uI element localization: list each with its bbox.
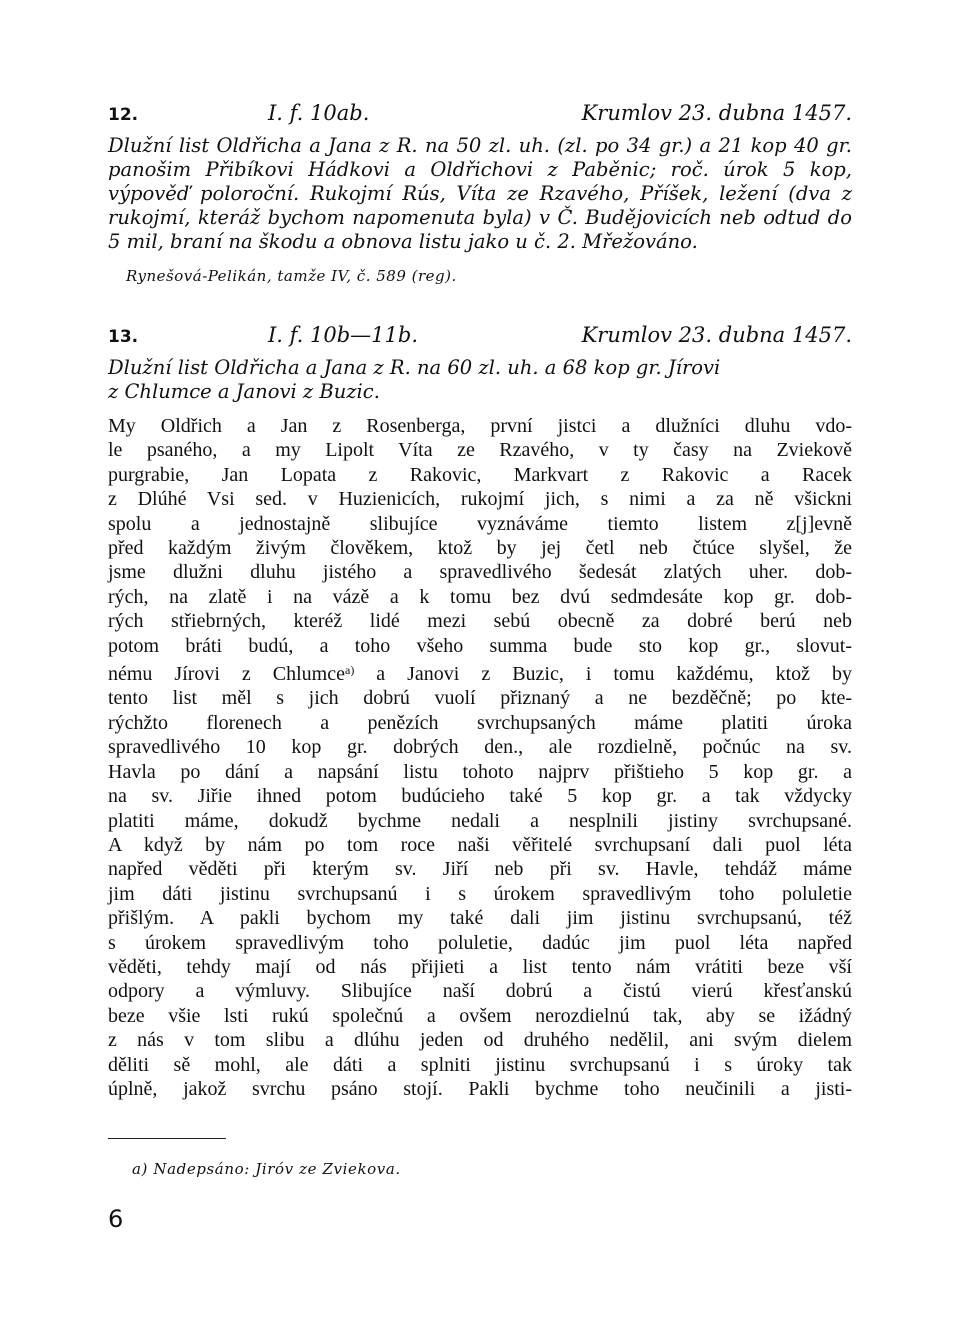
body-line: tento list měl s jich dobrú vuolí přiznaný a ne bezděčně; po kte- <box>108 687 852 710</box>
body-line: rých střiebrných, kteréž lidé mezi sebú obecně za dobré berú neb <box>108 610 852 633</box>
place-date: Krumlov 23. dubna 1457. <box>581 323 852 347</box>
folio-reference: I. f. 10ab. <box>268 101 370 125</box>
body-line-part: nému Jírovi z Chlumce <box>108 663 345 686</box>
body-line: jim dáti jistinu svrchupsanú i s úrokem spravedlivým toho poluletie <box>108 882 852 905</box>
body-line-part: a Janovi z Buzic, i tomu každému, ktož by <box>354 663 852 686</box>
body-line: spolu a jednostajně slibujíce vyznáváme tiemto listem z[j]evně <box>108 512 852 535</box>
body-line: přišlým. A pakli bychom my také dali jim jistinu svrchupsanú, též <box>108 907 852 930</box>
page-number: 6 <box>108 1205 124 1233</box>
body-line: beze všie lsti rukú společnú a ovšem nerozdielnú tak, aby se ižádný <box>108 1004 852 1027</box>
body-line: na sv. Jiřie ihned potom budúcieho také 5 kop gr. a tak vždycky <box>108 785 852 808</box>
folio-reference: I. f. 10b—11b. <box>268 323 419 347</box>
page-content <box>108 100 852 1101</box>
entry-13-header <box>108 322 852 350</box>
entry-12-header <box>108 100 852 128</box>
body-line: jsme dlužni dluhu jistého a spravedlivého šedesát zlatých uher. dob- <box>108 561 852 584</box>
body-line: A když by nám po tom roce naši věřitelé svrchupsaní dali puol léta <box>108 833 852 856</box>
body-line: z nás v tom slibu a dlúhu jeden od druhého nedělil, ani svým dielem <box>108 1029 852 1052</box>
summary-line: z Chlumce a Janovi z Buzic. <box>108 380 380 403</box>
body-line: My Oldřich a Jan z Rosenberga, první jistci a dlužníci dluhu vdo- <box>108 415 852 437</box>
body-line: před každým živým člověkem, ktož by jej četl neb čtúce slyšel, že <box>108 537 852 560</box>
entry-number: 12. <box>108 105 139 125</box>
entry-13-summary <box>108 356 852 404</box>
body-line: věděti, tehdy mají od nás přijieti a list tento nám vrátiti beze vší <box>108 955 852 978</box>
entry-12-summary <box>108 134 852 254</box>
body-line: z Dlúhé Vsi sed. v Huzienicích, rukojmí jich, s nimi a za ně všickni <box>108 488 852 511</box>
body-line: spravedlivého 10 kop gr. dobrých den., ale rozdielně, počnúc na sv. <box>108 736 852 759</box>
body-line <box>108 658 852 686</box>
body-line: s úrokem spravedlivým toho poluletie, dadúc jim puol léta napřed <box>108 931 852 954</box>
body-line: děliti sě mohl, ale dáti a splniti jistinu svrchupsanú i s úroky tak <box>108 1053 852 1076</box>
body-line: Havla po dání a napsání listu tohoto najprv přištieho 5 kop gr. a <box>108 760 852 783</box>
body-line: napřed věděti při kterým sv. Jiří neb při sv. Havle, tehdáž máme <box>108 858 852 881</box>
source-citation: Rynešová-Pelikán, tamže IV, č. 589 (reg). <box>126 267 457 285</box>
footnote: a) Nadepsáno: Jiróv ze Zviekova. <box>132 1160 401 1178</box>
body-line: potom bráti budú, a toho všeho summa bude sto kop gr., slovut- <box>108 634 852 657</box>
footnote-marker: a) <box>345 663 355 678</box>
entry-number: 13. <box>108 327 139 347</box>
summary-line: Dlužní list Oldřicha a Jana z R. na 60 zl. uh. a 68 kop gr. Jírovi <box>108 356 721 379</box>
summary-text: Dlužní list Oldřicha a Jana z R. na 50 zl. uh. (zl. po 34 gr.) a 21 kop 40 gr. panošim Přibíkovi Hádkovi a Oldřichovi z Paběnic; roč. úrok 5 kop, výpověď poloroční. Rukojmí Rús, Víta ze Rzavého, Příšek, ležení (dva z rukojmí, kteráž bychom napomenuta byla) v Č. Budějovicích neb odtud do 5 mil, braní na škodu a obnova listu jako u č. 2. Mřežováno. <box>108 134 852 253</box>
body-line: odpory a výmluvy. Slibujíce naší dobrú a čistú vierú křesťanskú <box>108 980 852 1003</box>
body-line: le psaného, a my Lipolt Víta ze Rzavého, v ty časy na Zviekově <box>108 439 852 462</box>
body-line: purgrabie, Jan Lopata z Rakovic, Markvart z Rakovic a Racek <box>108 463 852 486</box>
footnote-divider <box>108 1138 226 1139</box>
body-line: rýchžto florenech a penězích svrchupsaných máme platiti úroka <box>108 711 852 734</box>
place-date: Krumlov 23. dubna 1457. <box>581 101 852 125</box>
document-body <box>108 414 852 1101</box>
body-line: rých, na zlatě i na vázě a k tomu bez dvú sedmdesáte kop gr. dob- <box>108 585 852 608</box>
body-line: úplně, jakož svrchu psáno stojí. Pakli bychme toho neučinili a jisti- <box>108 1077 852 1100</box>
body-line: platiti máme, dokudž bychme nedali a nesplnili jistiny svrchupsané. <box>108 809 852 832</box>
